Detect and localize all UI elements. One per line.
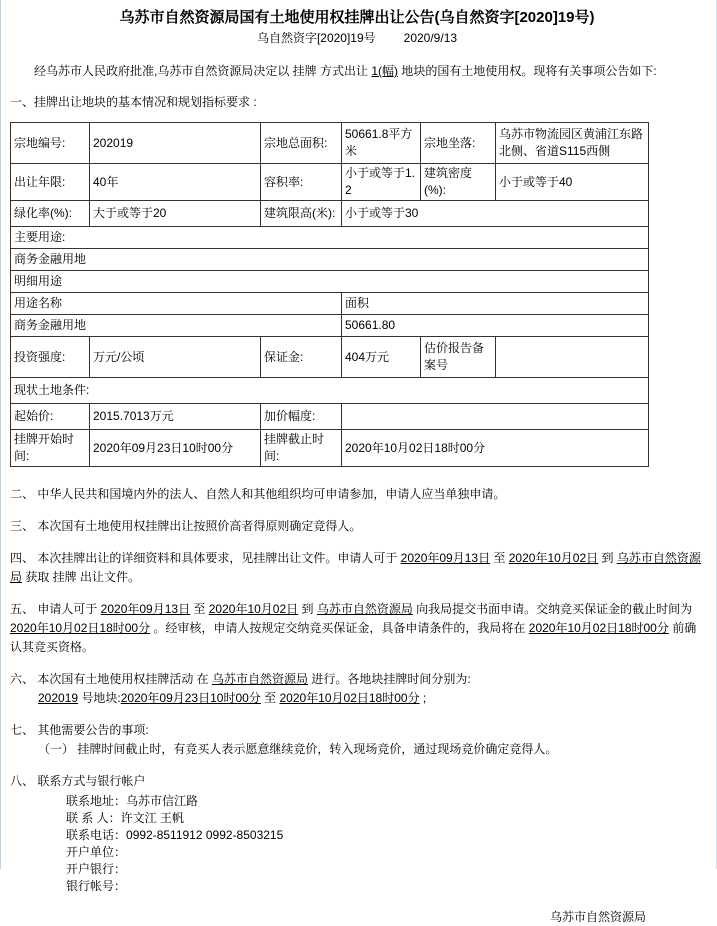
page-title: 乌苏市自然资源局国有土地使用权挂牌出让公告(乌自然资字[2020]19号): [119, 9, 595, 26]
doc-meta: [10, 31, 704, 46]
area-header: 面积: [342, 293, 649, 315]
section-2: 二、 中华人民共和国境内外的法人、自然人和其他组织均可申请参加，申请人应当单独申请。: [10, 487, 506, 501]
table-row: [11, 164, 649, 201]
table-row: [11, 378, 649, 404]
listing-start-label: 挂牌开始时间:: [11, 430, 90, 467]
total-area-value: 50661.8平方米: [342, 123, 421, 164]
start-price-value: 2015.7013万元: [90, 404, 261, 430]
table-row: [11, 271, 649, 293]
increment-label: 加价幅度:: [261, 404, 342, 430]
listing-end-value: 2020年10月02日18时00分: [342, 430, 649, 467]
tenure-value: 40年: [90, 164, 261, 201]
appraisal-report-value: [496, 337, 649, 378]
table-row: [11, 123, 649, 164]
increment-value: [342, 404, 649, 430]
investment-intensity-value: 万元/公顷: [90, 337, 261, 378]
section-7-item: （一） 挂牌时间截止时，有竞买人表示愿意继续竞价，转入现场竞价，通过现场竞价确定竞得人。: [38, 742, 558, 756]
table-row: [11, 227, 649, 249]
table-row: [11, 430, 649, 467]
parcel-number-label: 宗地编号:: [11, 123, 90, 164]
contact-address: 联系地址：乌苏市信江路: [66, 794, 199, 808]
use-name-header: 用途名称: [11, 293, 342, 315]
building-density-label: 建筑密度(%):: [421, 164, 496, 201]
contact-block: [66, 793, 704, 895]
location-value: 乌苏市物流园区黄浦江东路北侧、省道S115西侧: [496, 123, 649, 164]
land-condition-label: 现状土地条件:: [11, 378, 649, 404]
parcel-number-value: 202019: [90, 123, 261, 164]
doc-date: 2020/9/13: [403, 31, 458, 45]
issuing-authority-signature: 乌苏市自然资源局: [549, 910, 646, 924]
contact-phone: 联系电话：0992-8511912 0992-8503215: [66, 828, 284, 842]
section-6: 六、 本次国有土地使用权挂牌活动 在 乌苏市自然资源局 进行。各地块挂牌时间分别为:: [10, 672, 471, 686]
height-limit-value: 小于或等于30: [342, 201, 649, 227]
greening-rate-label: 绿化率(%):: [11, 201, 90, 227]
location-label: 宗地坐落:: [421, 123, 496, 164]
table-row: [11, 249, 649, 271]
account-number: 银行帐号：: [66, 879, 127, 893]
parcel-info-table: [10, 122, 649, 467]
intro-paragraph: 经乌苏市人民政府批准,乌苏市自然资源局决定以 挂牌 方式出让 1(幅) 地块的国有土地使用权。现将有关事项公告如下:: [34, 64, 657, 78]
table-row: [11, 337, 649, 378]
section-4: 四、 本次挂牌出让的详细资料和具体要求，见挂牌出让文件。申请人可于 2020年09月13日 至 2020年10月02日 到 乌苏市自然资源局 获取 挂牌 出让文件。: [10, 551, 701, 584]
greening-rate-value: 大于或等于20: [90, 201, 261, 227]
height-limit-label: 建筑限高(米):: [261, 201, 342, 227]
total-area-label: 宗地总面积:: [261, 123, 342, 164]
contact-person: 联 系 人：许文江 王帆: [66, 811, 185, 825]
section-7-heading: 七、 其他需要公告的事项:: [10, 723, 149, 737]
table-row: [11, 293, 649, 315]
section-1-heading: 一、挂牌出让地块的基本情况和规划指标要求 :: [10, 95, 257, 109]
building-density-value: 小于或等于40: [496, 164, 649, 201]
table-row: [11, 201, 649, 227]
section-3: 三、 本次国有土地使用权挂牌出让按照价高者得原则确定竞得人。: [10, 519, 362, 533]
deposit-value: 404万元: [342, 337, 421, 378]
table-row: [11, 404, 649, 430]
doc-number: 乌自然资字[2020]19号: [256, 31, 376, 45]
plot-ratio-value: 小于或等于1.2: [342, 164, 421, 201]
start-price-label: 起始价:: [11, 404, 90, 430]
account-bank: 开户银行：: [66, 862, 127, 876]
table-row: [11, 315, 649, 337]
section-8-heading: 八、 联系方式与银行帐户: [10, 774, 146, 788]
section-6-parcel-schedule: 202019 号地块:2020年09月23日10时00分 至 2020年10月02日18时00分 ;: [38, 691, 427, 705]
main-use-value: 商务金融用地: [11, 249, 649, 271]
investment-intensity-label: 投资强度:: [11, 337, 90, 378]
section-5: 五、 申请人可于 2020年09月13日 至 2020年10月02日 到 乌苏市自然资源局 向我局提交书面申请。交纳竞买保证金的截止时间为2020年10月02日18时00分 。经审核，申请人按规定交纳竞买保证金，具备申请条件的，我局将在 2020年10月02日18时00分 前确认其竞买资格。: [10, 602, 697, 654]
tenure-label: 出让年限:: [11, 164, 90, 201]
listing-end-label: 挂牌截止时间:: [261, 430, 342, 467]
account-unit: 开户单位：: [66, 845, 127, 859]
listing-start-value: 2020年09月23日10时00分: [90, 430, 261, 467]
detail-use-label: 明细用途: [11, 271, 649, 293]
main-use-label: 主要用途:: [11, 227, 649, 249]
use-name-value: 商务金融用地: [11, 315, 342, 337]
appraisal-report-label: 估价报告备案号: [421, 337, 496, 378]
deposit-label: 保证金:: [261, 337, 342, 378]
area-value: 50661.80: [342, 315, 649, 337]
plot-ratio-label: 容积率:: [261, 164, 342, 201]
